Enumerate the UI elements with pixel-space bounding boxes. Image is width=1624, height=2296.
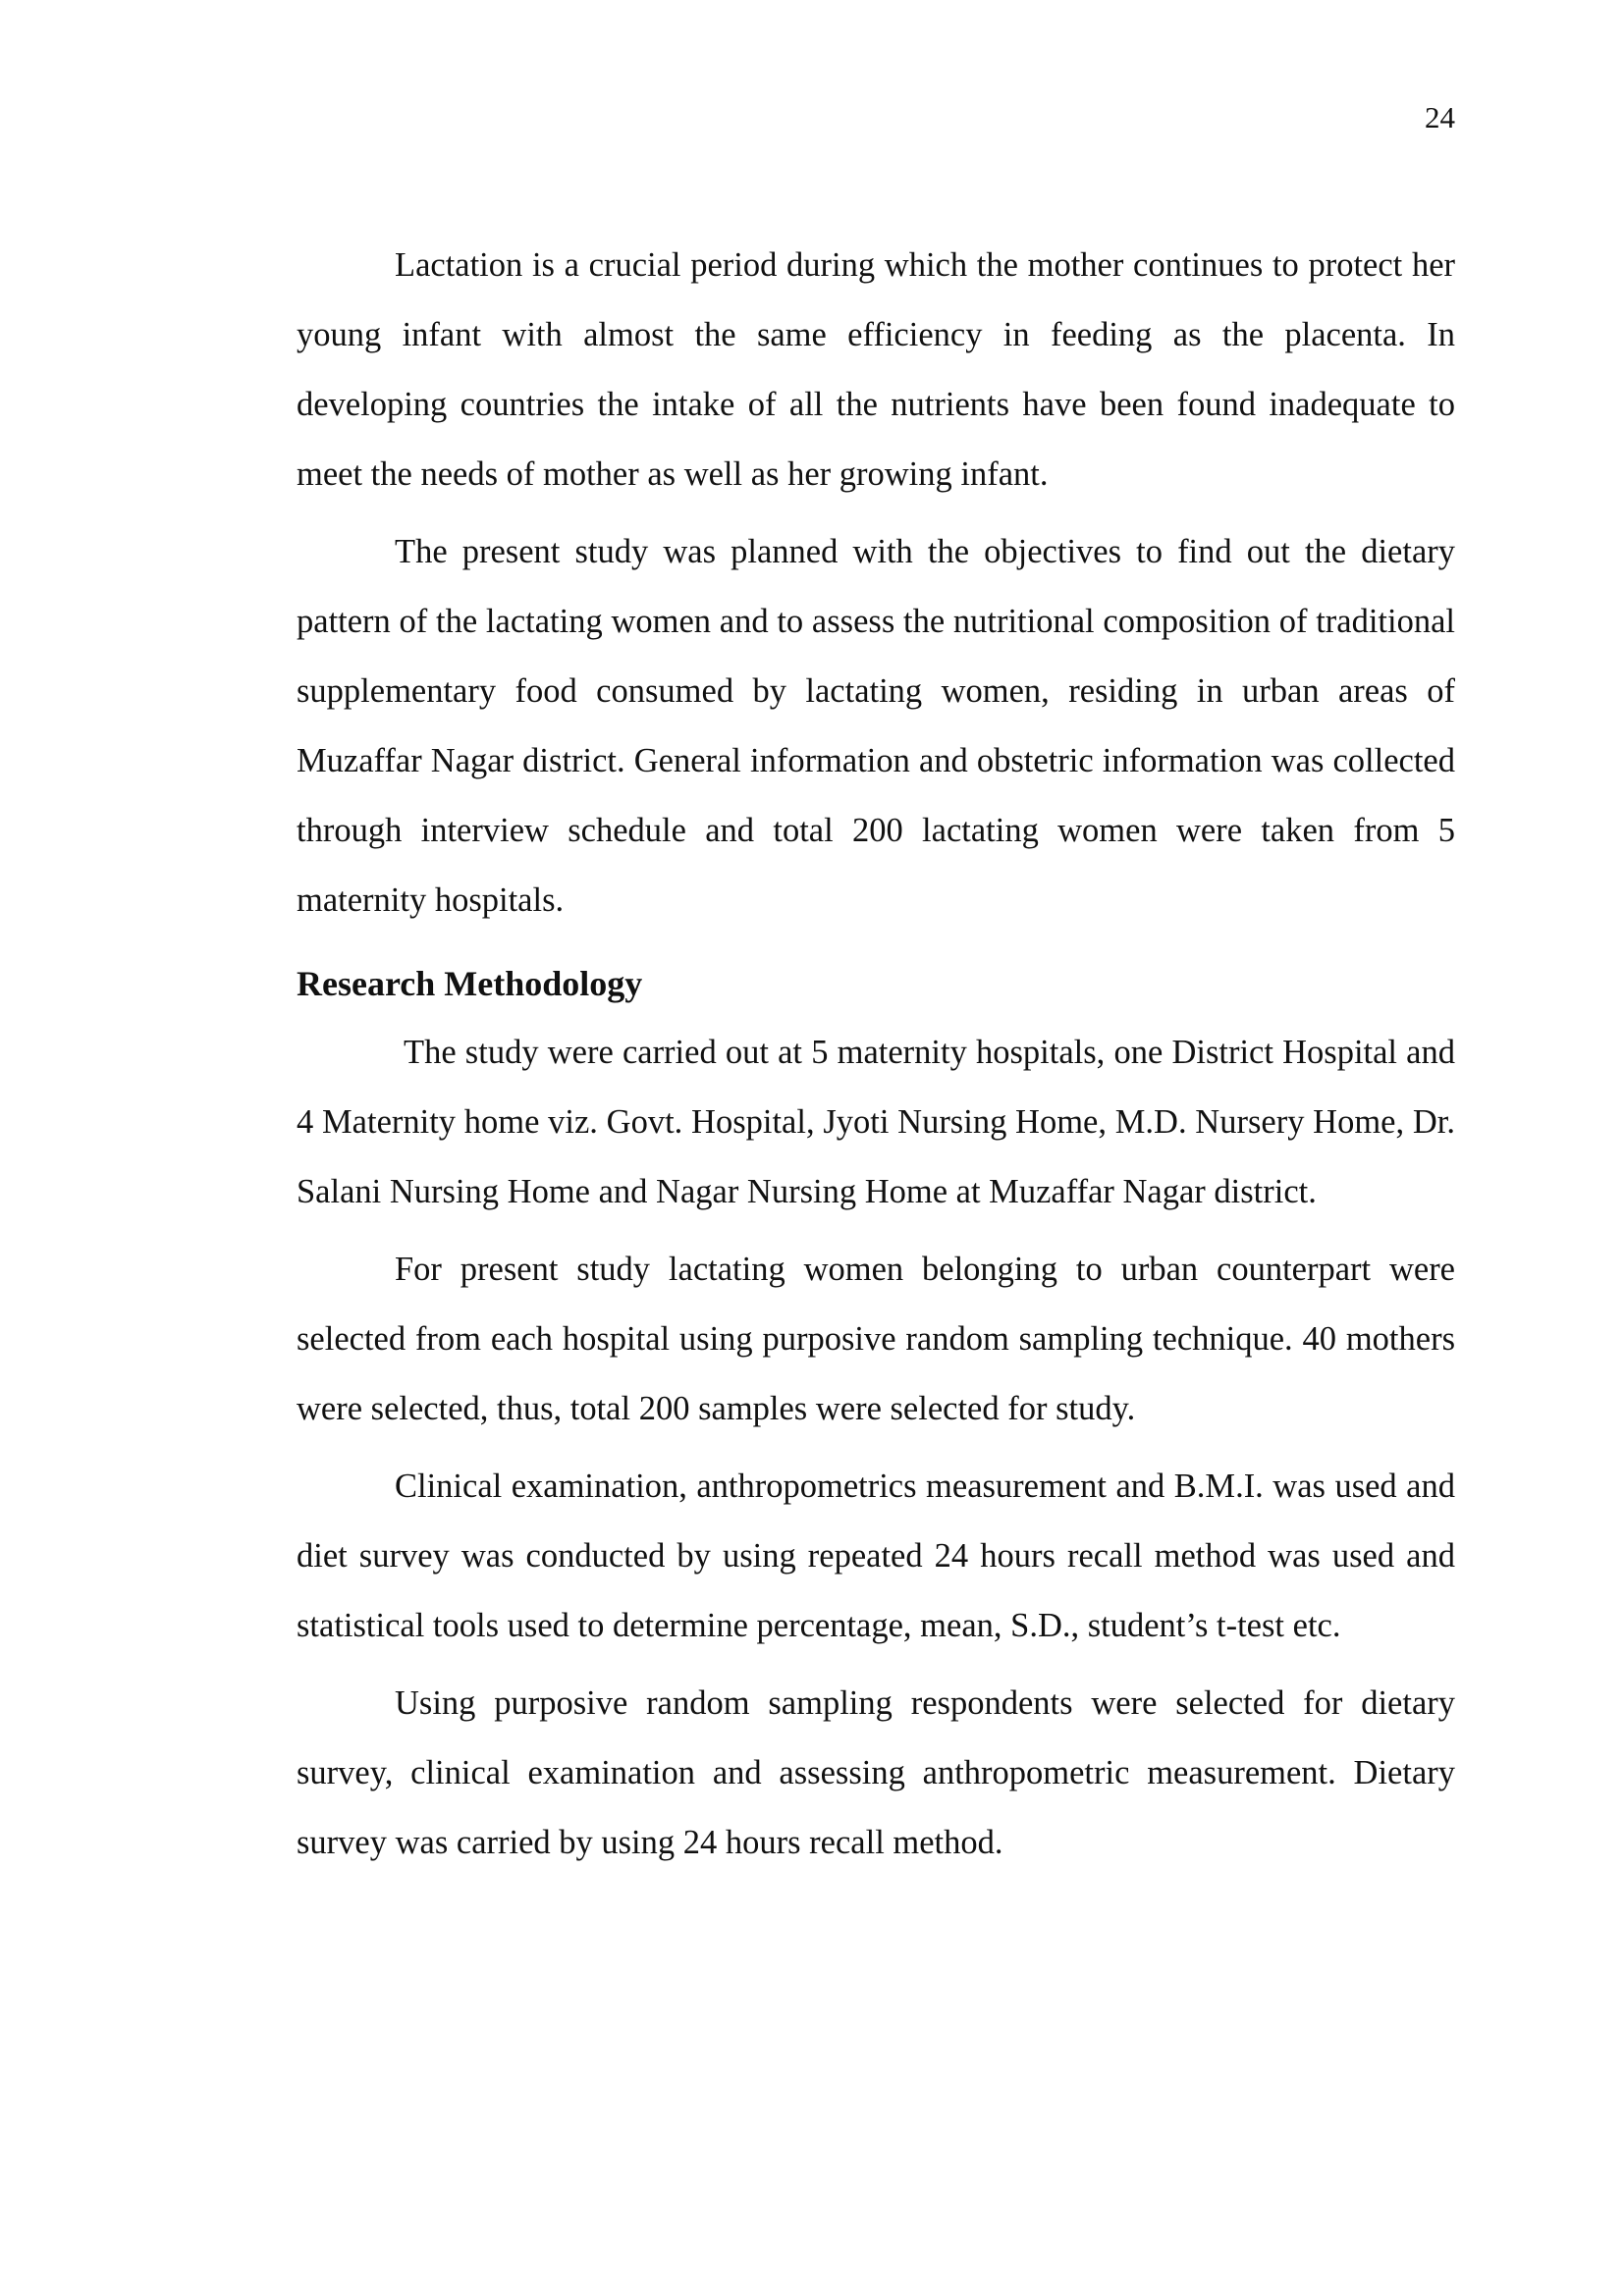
paragraph-lactation-intro: Lactation is a crucial period during which the mother continues to protect her young infant with almost the same efficiency in feeding as the placenta. In developing countries the intake of all the nutrients have been found inadequate to meet the needs of mother as well as her growing infant. — [297, 246, 1455, 493]
paragraph-study-objectives: The present study was planned with the objectives to find out the dietary pattern of the lactating women and to assess the nutritional composition of traditional supplementary food consumed by lactating women, residing in urban areas of Muzaffar Nagar district. General information and obstetric information was collected through interview schedule and total 200 lactating women were taken from 5 maternity hospitals. — [297, 533, 1455, 919]
paragraph-sampling: For present study lactating women belonging to urban counterpart were selected from each hospital using purposive random sampling technique. 40 mothers were selected, thus, total 200 samples were selected for study. — [297, 1251, 1455, 1427]
paragraph-study-location: The study were carried out at 5 maternity hospitals, one District Hospital and 4 Maternity home viz. Govt. Hospital, Jyoti Nursing Home, M.D. Nursery Home, Dr. Salani Nursing Home and Nagar Nursing Home at Muzaffar Nagar district. — [297, 1034, 1455, 1210]
paragraph-dietary-survey: Using purposive random sampling respondents were selected for dietary survey, clinical examination and assessing anthropometric measurement. Dietary survey was carried by using 24 hours recall method. — [297, 1684, 1455, 1861]
document-body — [297, 231, 1455, 1878]
section-heading-research-methodology: Research Methodology — [297, 964, 643, 1003]
paragraph-methods: Clinical examination, anthropometrics measurement and B.M.I. was used and diet survey was conducted by using repeated 24 hours recall method was used and statistical tools used to determine percentage, mean, S.D., student’s t-test etc. — [297, 1468, 1455, 1644]
page-number: 24 — [1425, 100, 1455, 134]
